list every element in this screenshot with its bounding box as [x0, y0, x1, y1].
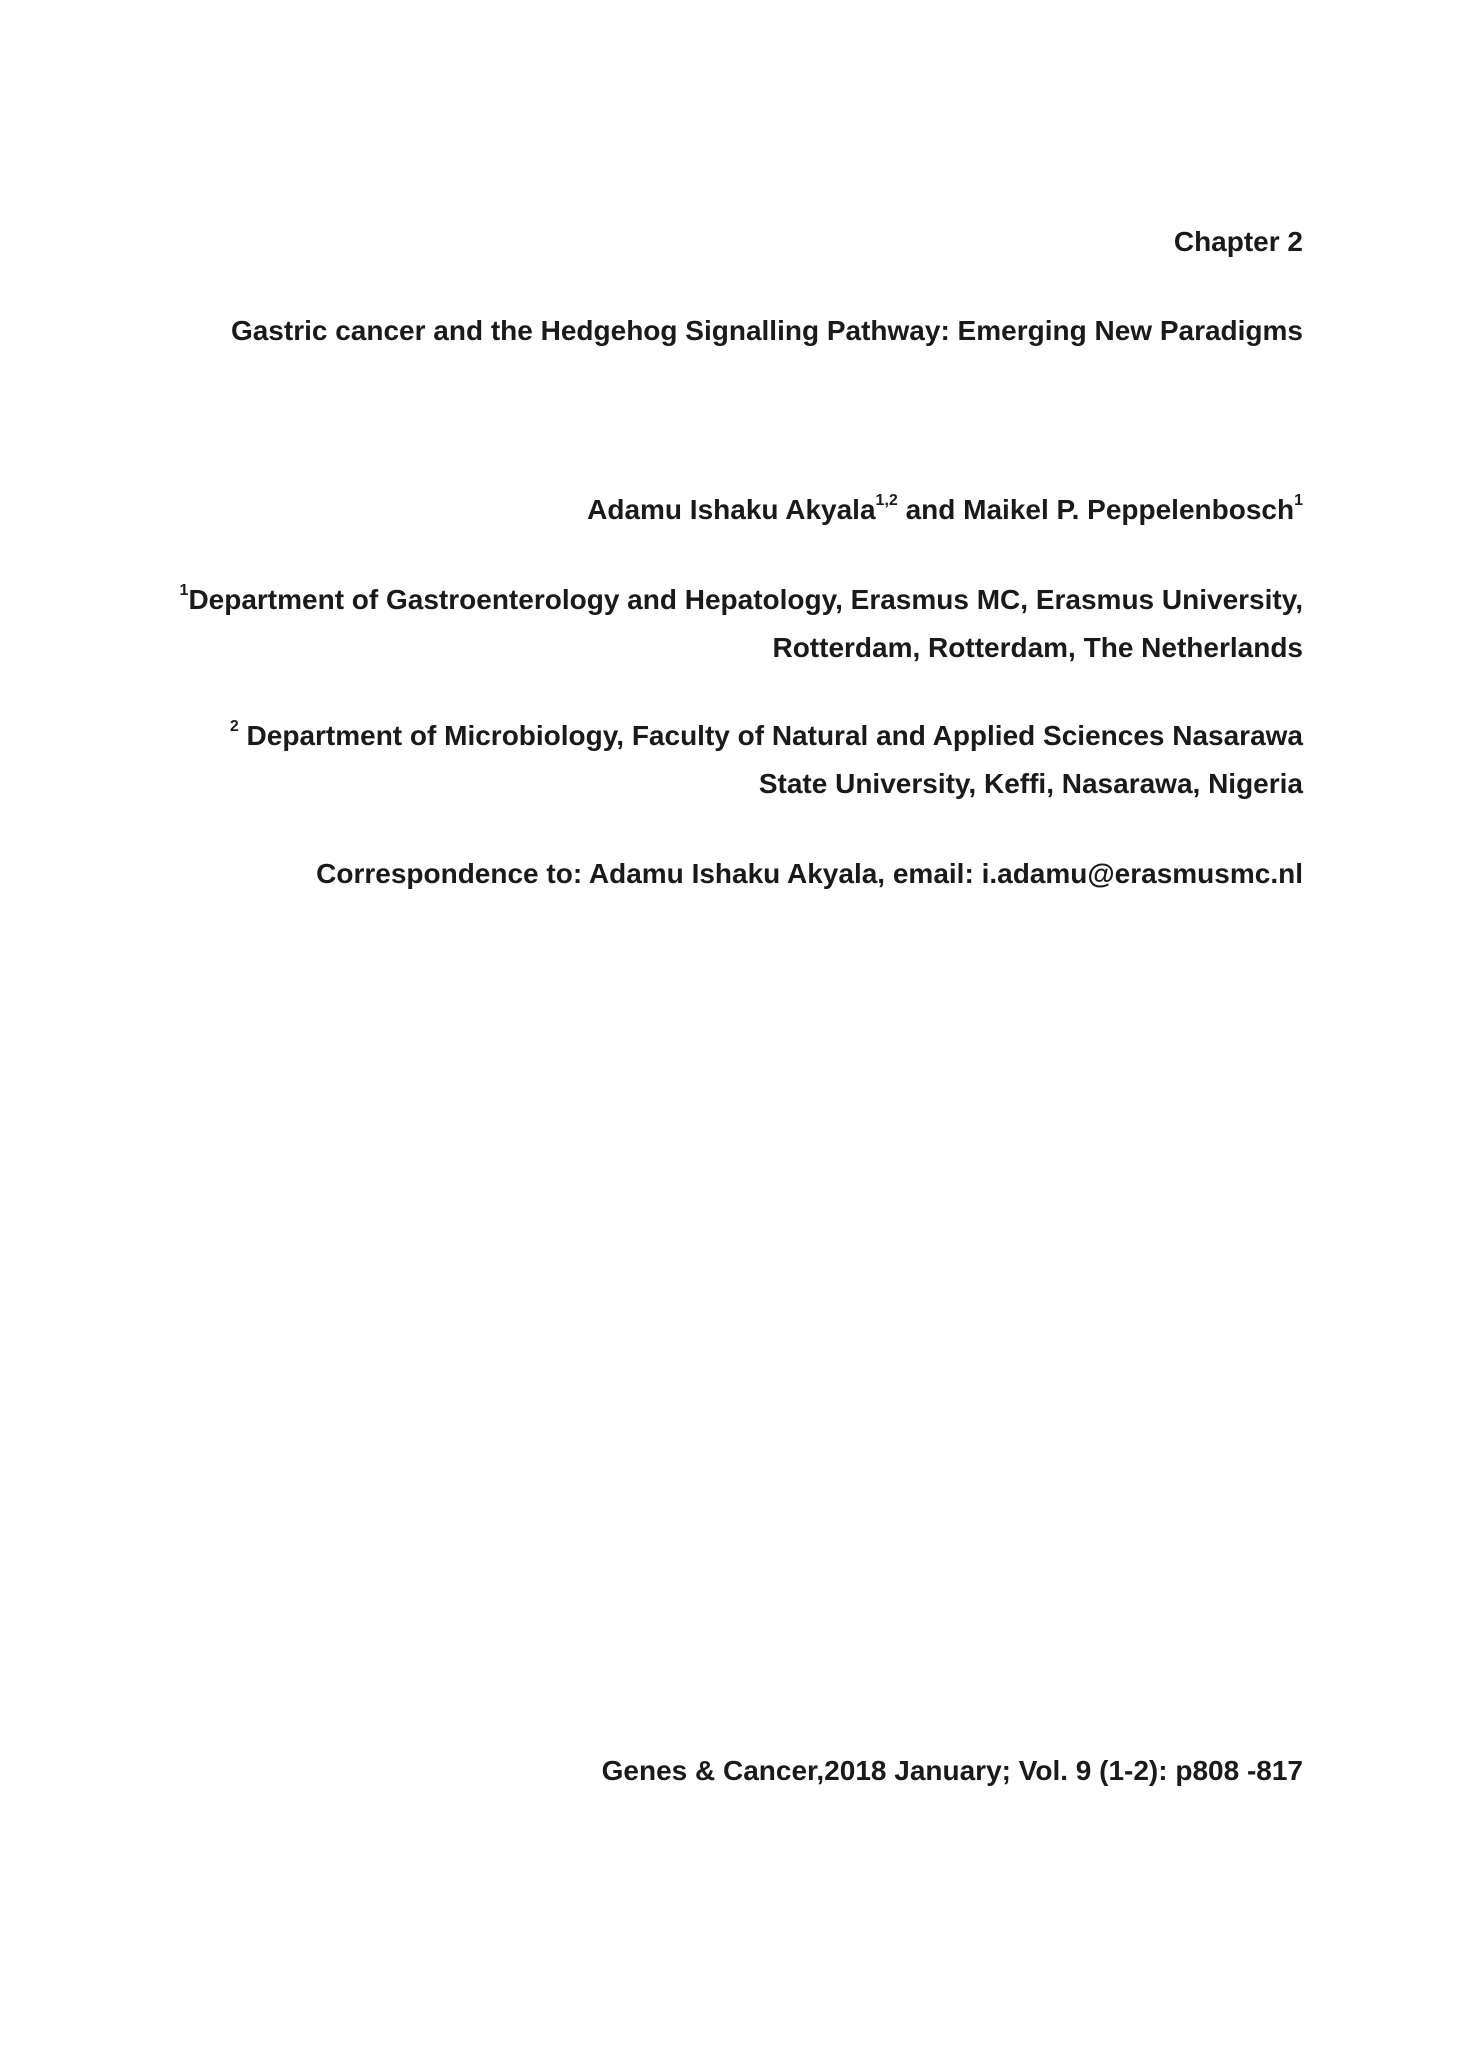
author-1-affiliation-marker: 1,2: [875, 491, 898, 509]
affiliation-2: [230, 712, 1303, 808]
author-line: [587, 486, 1303, 534]
author-2-affiliation-marker: 1: [1294, 491, 1303, 509]
citation-text: Genes & Cancer,2018 January; Vol. 9 (1-2): p808 -817: [601, 1755, 1303, 1786]
correspondence-text: Correspondence to: Adamu Ishaku Akyala, email: i.adamu@erasmusmc.nl: [316, 858, 1303, 889]
affiliation-1-text-1: Department of Gastroenterology and Hepatology, Erasmus MC, Erasmus University,: [188, 584, 1303, 615]
journal-citation: [602, 1747, 1303, 1795]
author-2-name: Maikel P. Peppelenbosch: [963, 494, 1295, 525]
affiliation-1-marker: 1: [179, 581, 189, 599]
paper-title-text: Gastric cancer and the Hedgehog Signalling Pathway: Emerging New Paradigms: [230, 315, 1303, 346]
correspondence-line: [316, 850, 1303, 898]
affiliation-1: [180, 576, 1303, 672]
paper-title: [231, 307, 1303, 355]
affiliation-2-marker: 2: [229, 717, 239, 735]
author-joiner: and: [897, 494, 964, 525]
author-1-name: Adamu Ishaku Akyala: [587, 494, 876, 525]
affiliation-2-text-1: Department of Microbiology, Faculty of Natural and Applied Sciences Nasarawa: [238, 720, 1303, 751]
affiliation-2-line-2: State University, Keffi, Nasarawa, Nigeria: [758, 768, 1303, 799]
affiliation-1-line-1: [180, 576, 1303, 624]
chapter-label: Chapter 2: [1173, 226, 1303, 257]
affiliation-2-line-1: [230, 712, 1303, 760]
affiliation-1-line-2: Rotterdam, Rotterdam, The Netherlands: [772, 632, 1303, 663]
chapter-heading: [1174, 218, 1303, 266]
